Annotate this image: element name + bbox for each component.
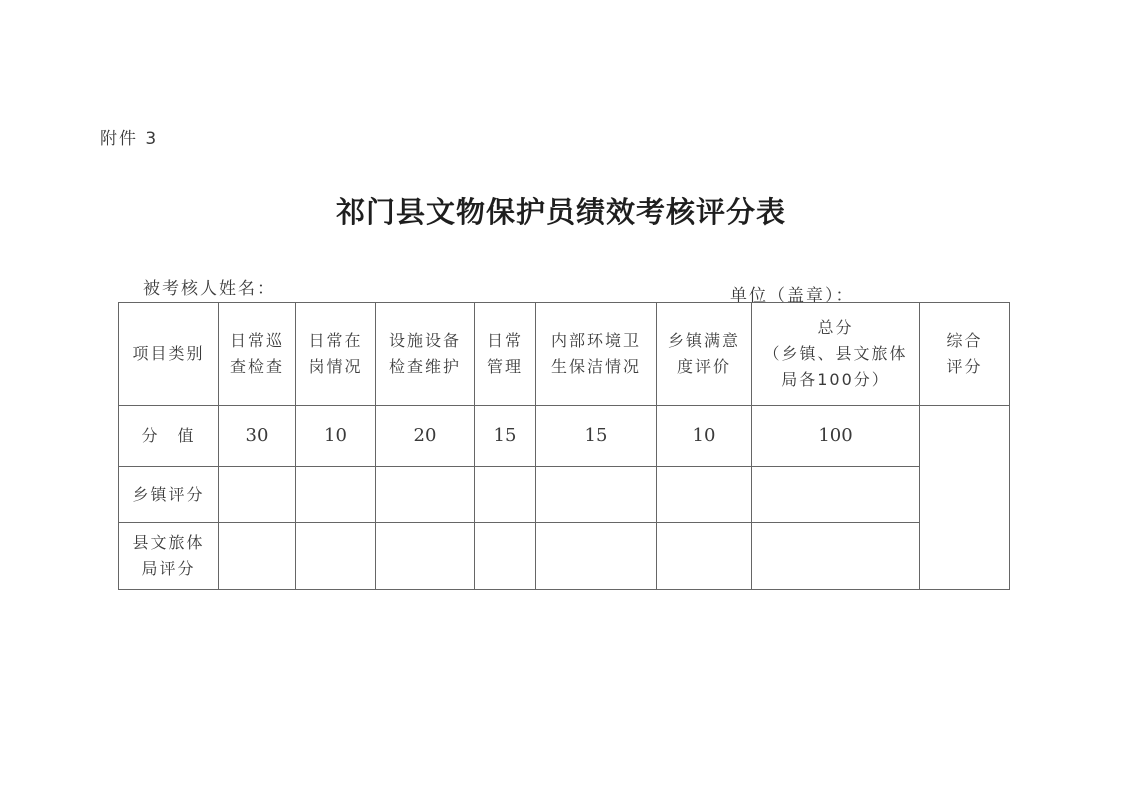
header-on-duty: 日常在 岗情况: [296, 303, 376, 406]
document-title: 祁门县文物保护员绩效考核评分表: [335, 195, 786, 229]
header-row: [119, 303, 1010, 406]
header-town-satisfaction: 乡镇满意 度评价: [657, 303, 752, 406]
assessee-name-label: 被考核人姓名：: [143, 279, 276, 299]
county-score-cell[interactable]: [657, 523, 752, 590]
value-row: [119, 406, 1010, 467]
town-score-cell[interactable]: [219, 467, 296, 523]
county-score-row: [119, 523, 1010, 590]
header-combined-score: 综合 评分: [920, 303, 1010, 406]
header-daily-management: 日常 管理: [475, 303, 536, 406]
attachment-label: 附件 3: [100, 129, 159, 149]
town-score-cell[interactable]: [752, 467, 920, 523]
county-score-cell[interactable]: [752, 523, 920, 590]
value-row-label: 分 值: [119, 406, 219, 467]
header-total: 总分 （乡镇、县文旅体 局各100分）: [752, 303, 920, 406]
value-town-satisfaction: 10: [657, 406, 752, 467]
combined-score-cell[interactable]: [920, 406, 1010, 590]
county-score-cell[interactable]: [536, 523, 657, 590]
header-facility-maintenance: 设施设备 检查维护: [376, 303, 475, 406]
town-score-cell[interactable]: [657, 467, 752, 523]
value-daily-patrol: 30: [219, 406, 296, 467]
town-score-label: 乡镇评分: [119, 467, 219, 523]
town-score-cell[interactable]: [475, 467, 536, 523]
unit-seal-label: 单位（盖章）：: [730, 286, 855, 306]
town-score-cell[interactable]: [536, 467, 657, 523]
town-score-row: [119, 467, 1010, 523]
county-score-cell[interactable]: [376, 523, 475, 590]
town-score-cell[interactable]: [296, 467, 376, 523]
county-score-cell[interactable]: [475, 523, 536, 590]
header-hygiene: 内部环境卫 生保洁情况: [536, 303, 657, 406]
header-daily-patrol: 日常巡 查检查: [219, 303, 296, 406]
county-score-cell[interactable]: [296, 523, 376, 590]
value-total: 100: [752, 406, 920, 467]
county-score-label: 县文旅体 局评分: [119, 523, 219, 590]
town-score-cell[interactable]: [376, 467, 475, 523]
value-on-duty: 10: [296, 406, 376, 467]
value-hygiene: 15: [536, 406, 657, 467]
header-category: 项目类别: [119, 303, 219, 406]
score-table: [118, 302, 1010, 590]
value-daily-management: 15: [475, 406, 536, 467]
county-score-cell[interactable]: [219, 523, 296, 590]
value-facility-maintenance: 20: [376, 406, 475, 467]
